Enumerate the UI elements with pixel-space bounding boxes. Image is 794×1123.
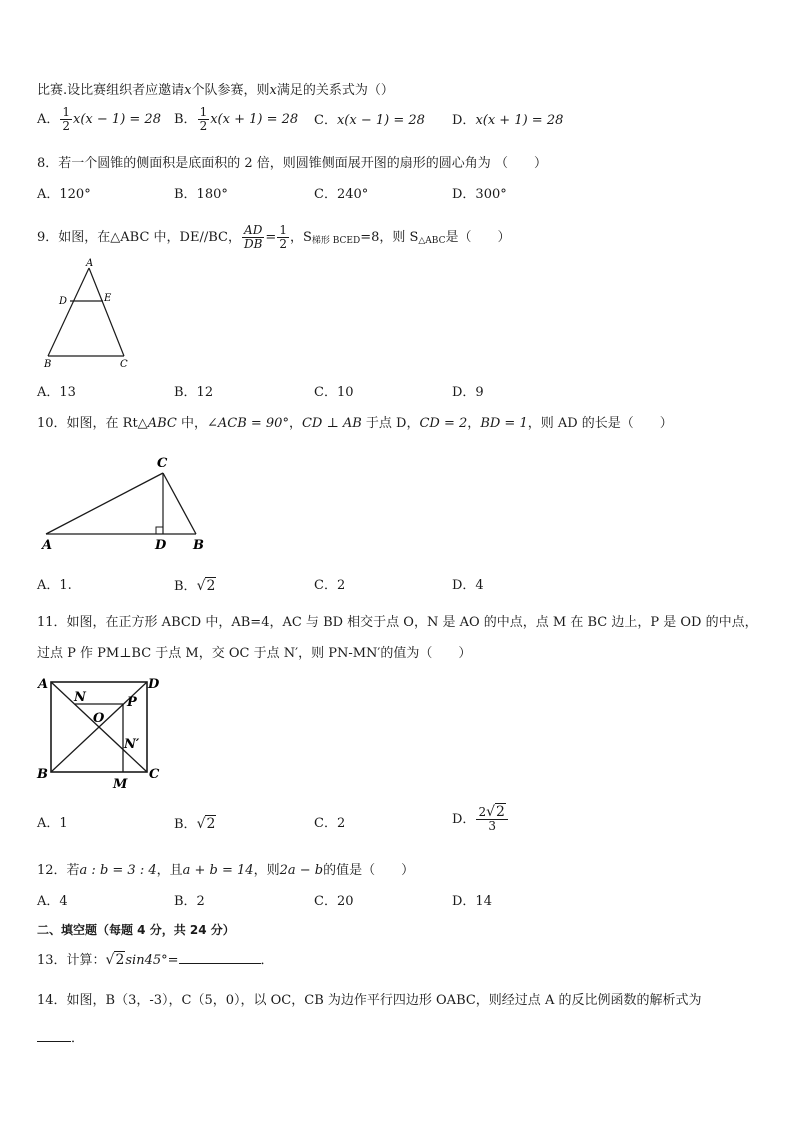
label-n: N <box>74 690 86 705</box>
q7-stem: 比赛.设比赛组织者应邀请x个队参赛，则x满足的关系式为（） <box>37 83 394 98</box>
q11-stem-line2: 过点 P 作 PM⊥BC 于点 M，交 OC 于点 N′，则 PN-MN′的值为（ ） <box>37 646 472 661</box>
q9-triangle-figure <box>38 256 138 371</box>
q9-stem: 9．如图，在△ABC 中，DE//BC， $\frac{AD}{DB}$ = $\frac{1}{2}$ ，$S_{梯形 BCED}=8$，则 $S_{\triangle ABC}$是（ ） <box>37 223 511 251</box>
q8-option-b[interactable]: B．180° <box>174 187 228 202</box>
q13-stem: 13．计算：√2sin45°= ． <box>37 952 274 968</box>
side-ab <box>48 268 89 356</box>
fraction-half: $\frac{1}{2}$ <box>279 223 287 251</box>
q10-option-a[interactable]: A．1. <box>37 578 72 593</box>
q9-option-a[interactable]: A．13 <box>37 385 76 400</box>
q9-options <box>37 384 757 414</box>
label-e: E <box>104 293 112 304</box>
q9-option-c[interactable]: C．10 <box>314 385 354 400</box>
q8-option-d[interactable]: D．300° <box>452 187 507 202</box>
q11-option-c[interactable]: C．2 <box>314 816 346 831</box>
right-angle-mark <box>156 527 163 534</box>
q7-option-d[interactable]: D．x(x + 1) = 28 <box>452 113 564 128</box>
q12-option-b[interactable]: B．2 <box>174 894 205 909</box>
sqrt: √2 <box>196 578 216 594</box>
label-b: B <box>44 359 52 370</box>
label-d: D <box>59 296 68 307</box>
fraction-ad-db: $\frac{AD}{DB}$ <box>243 223 263 251</box>
fraction: $\frac{1}{2}$ <box>199 105 208 133</box>
fraction: $\frac{2√2}{3}$ <box>476 806 507 833</box>
q14-stem: 14．如图，B（3，-3），C（5，0），以 OC，CB 为边作平行四边形 OABC，则经过点 A 的反比例函数的解析式为 <box>37 993 702 1008</box>
label-c: C <box>157 456 168 471</box>
label-c: C <box>149 767 160 782</box>
label-a: A <box>38 677 49 692</box>
q12-options <box>37 893 757 923</box>
q10-options <box>37 577 757 607</box>
sqrt: √2 <box>196 816 216 832</box>
label-a: A <box>42 538 53 553</box>
label-b: B <box>193 538 204 553</box>
section-heading-fill-in: 二、填空题（每题 4 分，共 24 分） <box>37 923 235 937</box>
answer-blank[interactable] <box>179 963 261 964</box>
q12-option-d[interactable]: D．14 <box>452 894 492 909</box>
q8-options <box>37 186 757 216</box>
label-n-prime: N′ <box>124 737 140 752</box>
sqrt: √2 <box>105 952 125 968</box>
label-o: O <box>93 711 105 726</box>
q14-answer-line: ． <box>37 1030 84 1048</box>
label-p: P <box>127 695 137 710</box>
q9-option-d[interactable]: D．9 <box>452 385 484 400</box>
label-a: A <box>86 258 94 269</box>
side-ac <box>46 473 163 534</box>
q9-option-b[interactable]: B．12 <box>174 385 214 400</box>
q7-option-a[interactable]: A． $\frac{1}{2}$ x(x − 1) = 28 <box>37 105 161 133</box>
q10-stem: 10．如图，在 Rt△ABC 中，∠ACB = 90°，CD ⊥ AB 于点 D，CD = 2，BD = 1，则 AD 的长是（ ） <box>37 416 673 431</box>
fraction: $\frac{1}{2}$ <box>62 105 71 133</box>
label-m: M <box>113 777 128 792</box>
q12-option-c[interactable]: C．20 <box>314 894 354 909</box>
q10-option-c[interactable]: C．2 <box>314 578 346 593</box>
q11-option-b[interactable]: B．√2 <box>174 816 216 832</box>
q10-right-triangle-figure <box>38 450 218 555</box>
label-c: C <box>120 359 128 370</box>
q11-options <box>37 804 757 845</box>
q12-option-a[interactable]: A．4 <box>37 894 68 909</box>
q10-option-b[interactable]: B．√2 <box>174 578 216 594</box>
q12-stem: 12．若a : b = 3 : 4，且a + b = 14，则2a − b的值是（ ） <box>37 863 415 878</box>
q10-option-d[interactable]: D．4 <box>452 578 484 593</box>
label-b: B <box>37 767 48 782</box>
answer-blank[interactable] <box>37 1041 71 1042</box>
q7-options <box>37 105 757 142</box>
label-d: D <box>155 538 167 553</box>
side-ac <box>89 268 124 356</box>
q11-option-a[interactable]: A．1 <box>37 816 68 831</box>
q8-option-c[interactable]: C．240° <box>314 187 369 202</box>
q11-square-figure <box>36 672 166 792</box>
q8-option-a[interactable]: A．120° <box>37 187 91 202</box>
q7-option-b[interactable]: B． $\frac{1}{2}$ x(x + 1) = 28 <box>174 105 299 133</box>
side-bc <box>163 473 196 534</box>
q7-option-c[interactable]: C．x(x − 1) = 28 <box>314 113 425 128</box>
q11-stem-line1: 11．如图，在正方形 ABCD 中，AB=4，AC 与 BD 相交于点 O，N 是 AO 的中点，点 M 在 BC 边上，P 是 OD 的中点， <box>37 615 758 630</box>
q8-stem: 8．若一个圆锥的侧面积是底面积的 2 倍，则圆锥侧面展开图的扇形的圆心角为 （ ） <box>37 156 547 171</box>
label-d: D <box>148 677 160 692</box>
q11-option-d[interactable]: D． $\frac{2√2}{3}$ <box>452 806 509 833</box>
